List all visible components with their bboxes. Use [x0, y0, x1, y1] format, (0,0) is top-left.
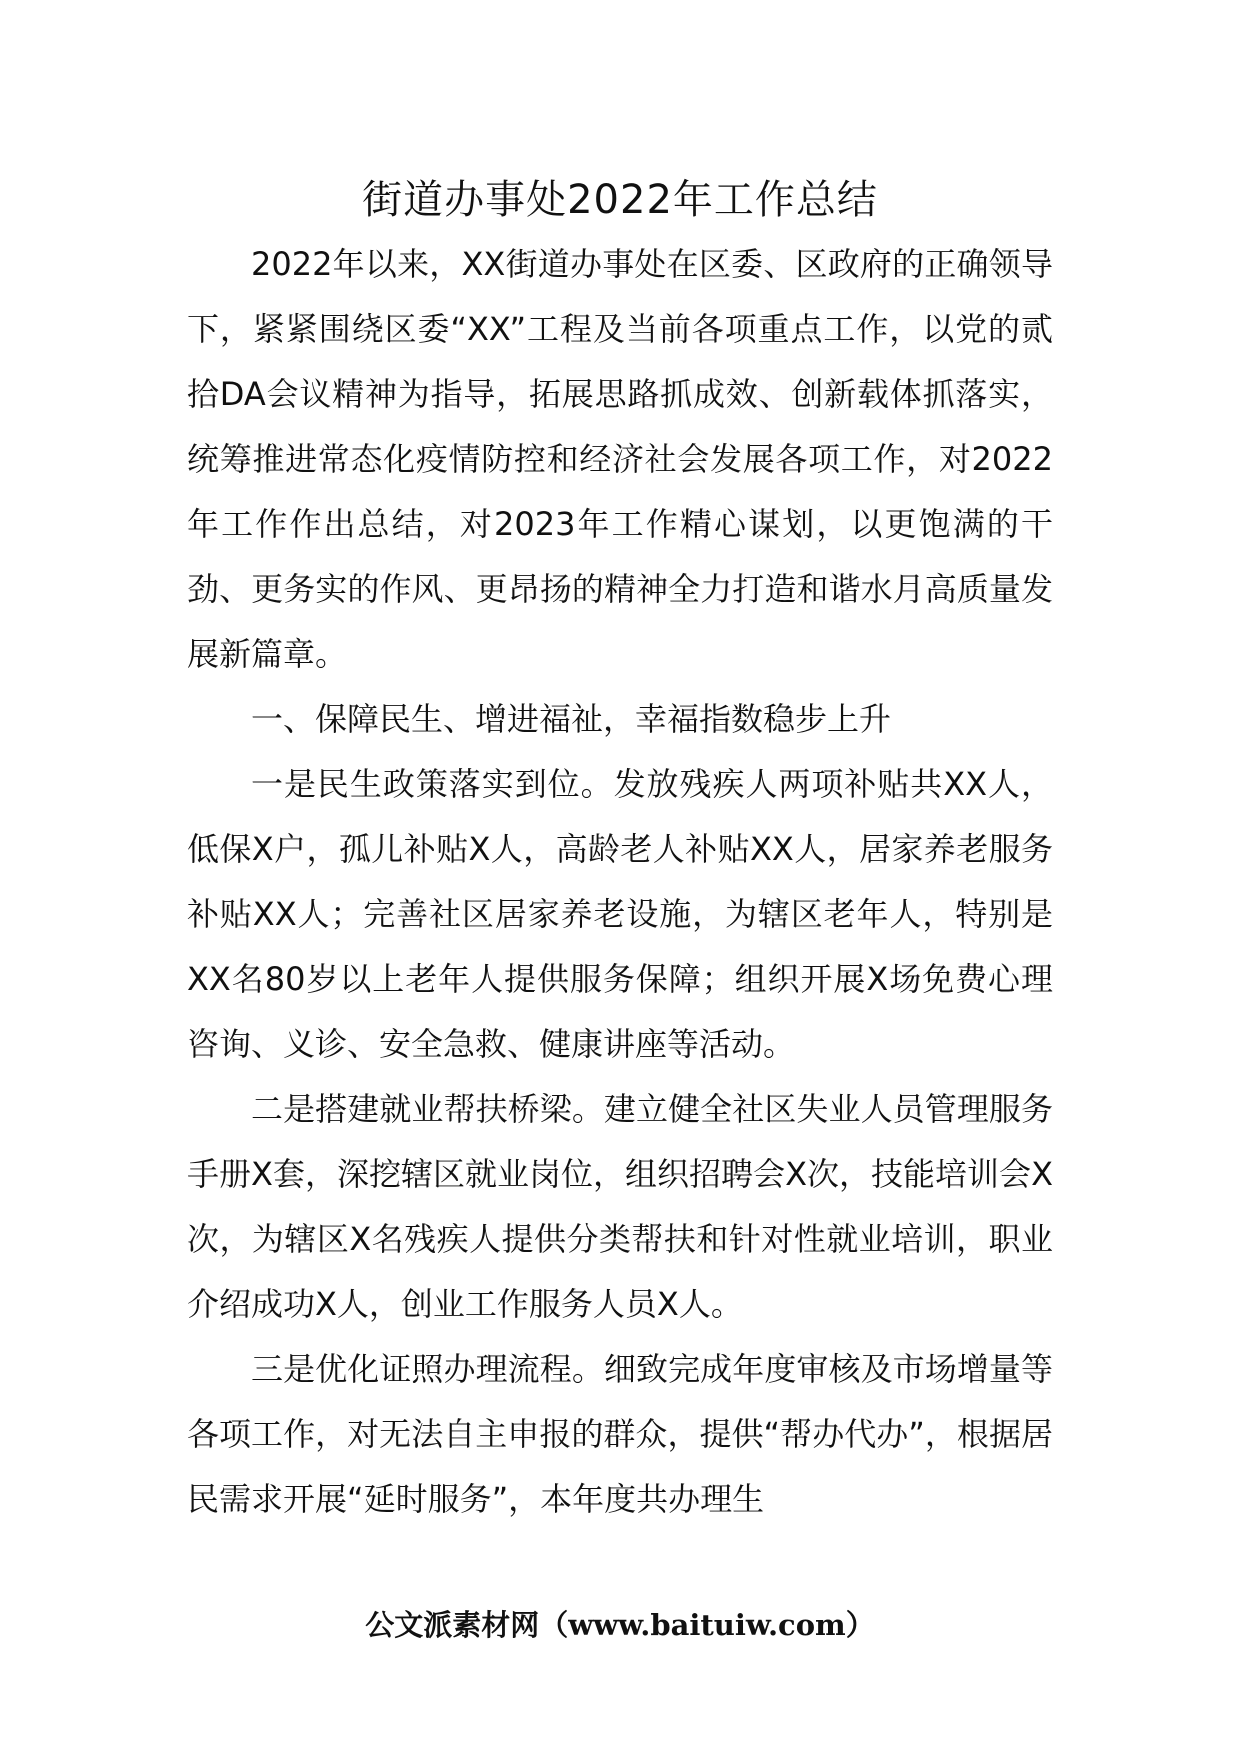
- document-body: [187, 232, 1053, 1532]
- paragraph-employment-support: 二是搭建就业帮扶桥梁。建立健全社区失业人员管理服务手册X套，深挖辖区就业岗位，组织招聘会X次，技能培训会X次，为辖区X名残疾人提供分类帮扶和针对性就业培训，职业介绍成功X人，创业工作服务人员X人。: [187, 1090, 1053, 1323]
- footer-source: 公文派素材网（www.baituiw.com）: [365, 1608, 875, 1642]
- document-title: 街道办事处2022年工作总结: [362, 177, 878, 223]
- paragraph-license-process: 三是优化证照办理流程。细致完成年度审核及市场增量等各项工作，对无法自主申报的群众，提供“帮办代办”，根据居民需求开展“延时服务”，本年度共办理生: [187, 1350, 1053, 1518]
- intro-paragraph: 2022年以来，XX街道办事处在区委、区政府的正确领导下，紧紧围绕区委“XX”工程及当前各项重点工作，以党的贰拾DA会议精神为指导，拓展思路抓成效、创新载体抓落实，统筹推进常态化疫情防控和经济社会发展各项工作，对2022年工作作出总结，对2023年工作精心谋划，以更饱满的干劲、更务实的作风、更昂扬的精神全力打造和谐水月高质量发展新篇章。: [187, 245, 1053, 673]
- paragraph-livelihood-policy: 一是民生政策落实到位。发放残疾人两项补贴共XX人，低保X户，孤儿补贴X人，高龄老人补贴XX人，居家养老服务补贴XX人；完善社区居家养老设施，为辖区老年人，特别是XX名80岁以上老年人提供服务保障；组织开展X场免费心理咨询、义诊、安全急救、健康讲座等活动。: [187, 765, 1053, 1063]
- section-heading-1: 一、保障民生、增进福祉，幸福指数稳步上升: [251, 700, 892, 738]
